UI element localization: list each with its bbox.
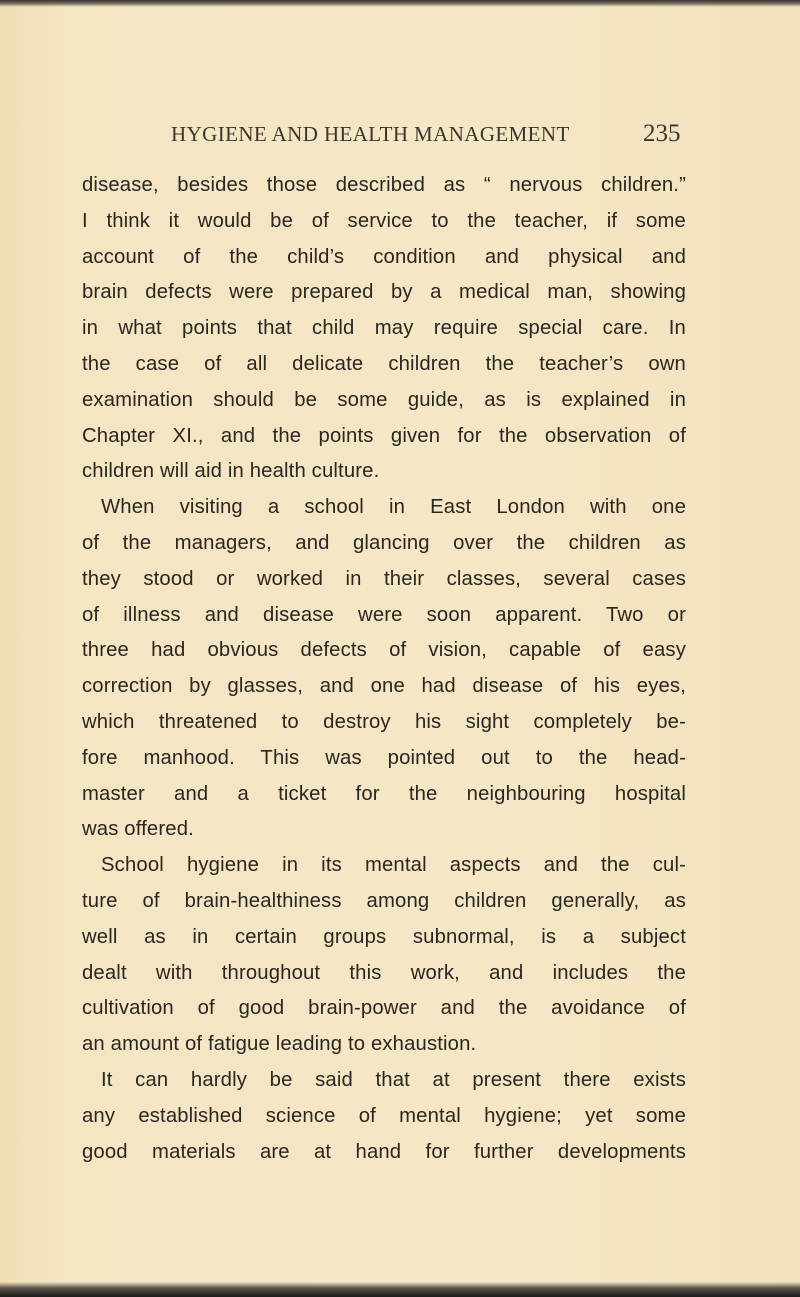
running-head: HYGIENE AND HEALTH MANAGEMENT (171, 122, 570, 146)
text-line: dealt with throughout this work, and includes the (82, 961, 686, 984)
text-line: Chapter XI., and the points given for the observation of (82, 424, 686, 447)
text-line: of illness and disease were soon apparent. Two or (82, 603, 686, 626)
text-line: good materials are at hand for further developments (82, 1140, 686, 1163)
text-line: of the managers, and glancing over the children as (82, 531, 686, 554)
text-line: School hygiene in its mental aspects and the cul- (101, 854, 686, 877)
text-line: fore manhood. This was pointed out to the head- (82, 746, 686, 769)
text-line: brain defects were prepared by a medical man, showing (82, 281, 686, 304)
text-line: account of the child’s condition and physical and (82, 245, 686, 268)
text-line: an amount of fatigue leading to exhaustion. (82, 1033, 477, 1056)
text-line: cultivation of good brain-power and the avoidance of (82, 997, 686, 1020)
text-line: children will aid in health culture. (82, 460, 380, 483)
text-line: I think it would be of service to the teacher, if some (82, 209, 686, 232)
text-line: When visiting a school in East London with one (101, 496, 686, 519)
page-bottom-shadow (0, 1282, 800, 1297)
text-line: in what points that child may require special care. In (82, 317, 686, 340)
text-line: examination should be some guide, as is explained in (82, 388, 686, 411)
text-line: which threatened to destroy his sight completely be- (82, 710, 686, 733)
text-line: master and a ticket for the neighbouring hospital (82, 782, 686, 805)
text-line: It can hardly be said that at present there exists (101, 1068, 686, 1091)
text-line: well as in certain groups subnormal, is a subject (82, 925, 686, 948)
body-text (82, 168, 686, 1170)
text-line: correction by glasses, and one had disease of his eyes, (82, 675, 686, 698)
text-line: any established science of mental hygiene; yet some (82, 1104, 686, 1127)
text-line: was offered. (82, 818, 194, 841)
text-line: disease, besides those described as “ nervous children.” (82, 174, 686, 196)
page-number: 235 (643, 120, 681, 147)
text-line: three had obvious defects of vision, capable of easy (82, 639, 686, 662)
page-top-shadow (0, 0, 800, 7)
text-line: ture of brain-healthiness among children generally, as (82, 889, 686, 912)
text-line: the case of all delicate children the teacher’s own (82, 352, 686, 375)
page-header (0, 118, 800, 154)
text-line: they stood or worked in their classes, several cases (82, 567, 686, 590)
